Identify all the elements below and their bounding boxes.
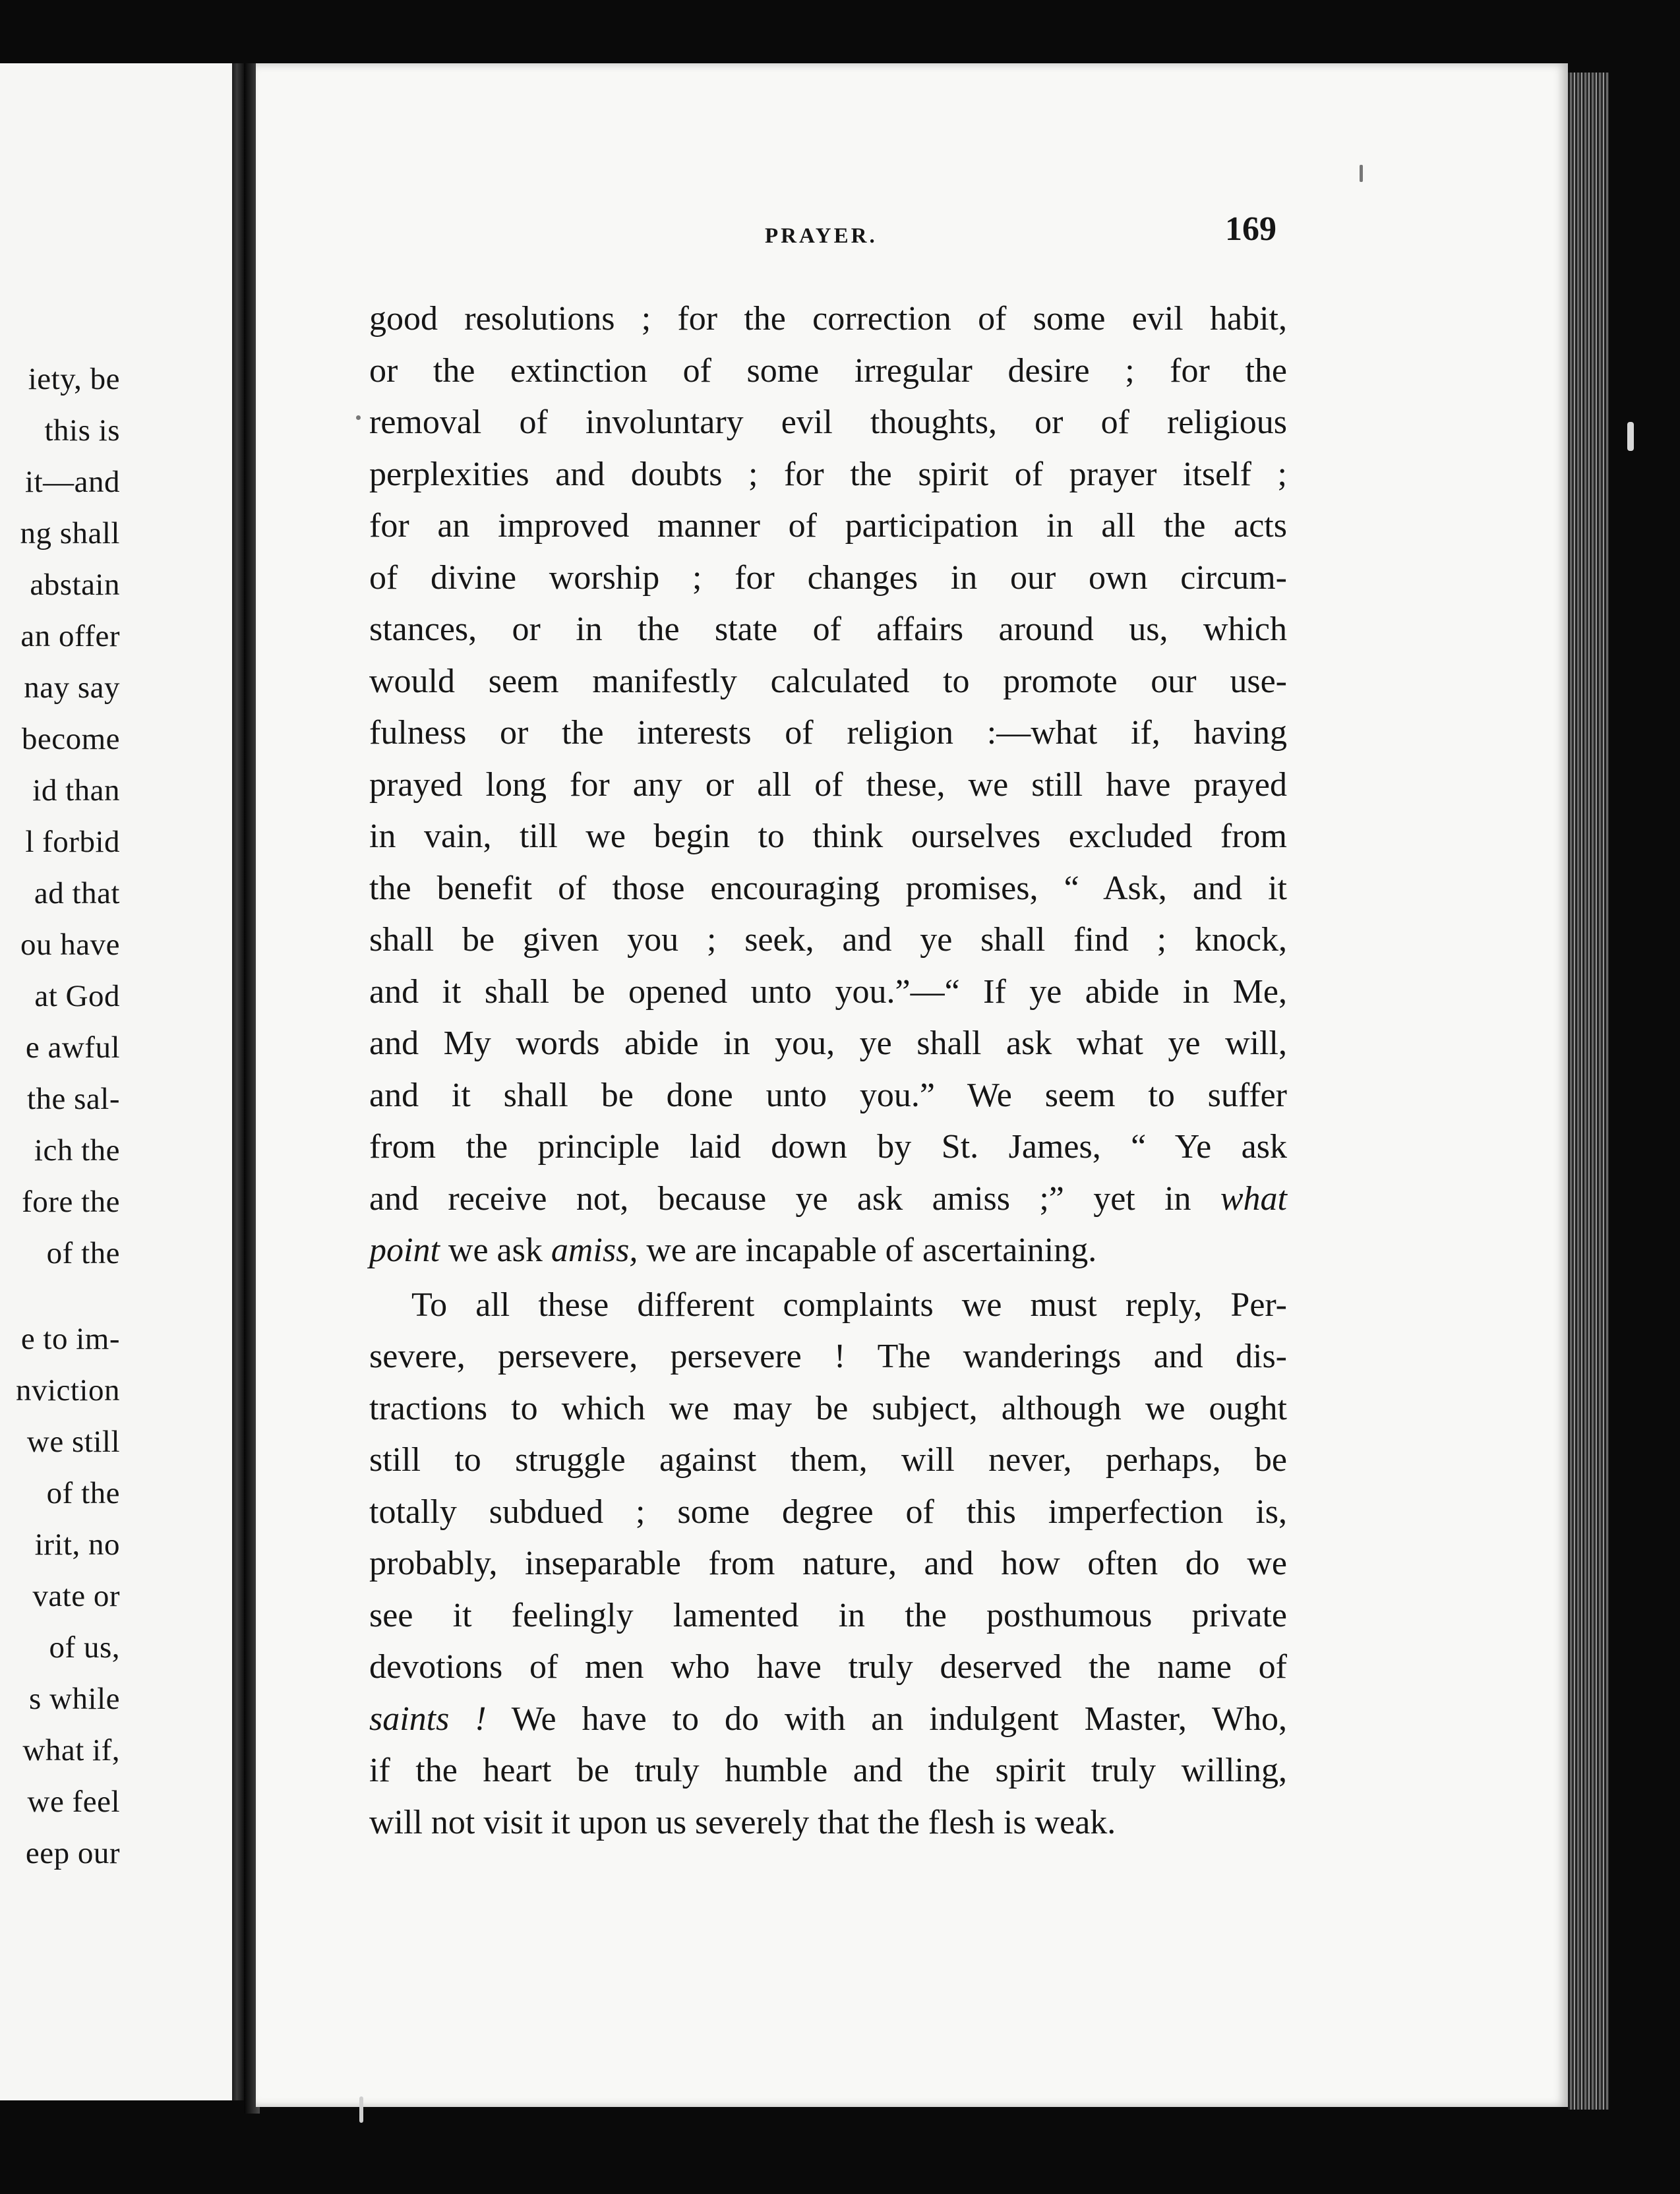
running-head: PRAYER. — [765, 224, 878, 248]
left-page-fragment: we still — [26, 1425, 120, 1459]
text-line: probably, inseparable from nature, and how often do we — [369, 1545, 1287, 1582]
text-line: good resolutions ; for the correction of some evil habit, — [369, 300, 1287, 338]
text-line — [369, 1694, 1287, 1746]
left-page-fragment: of the — [46, 1476, 120, 1510]
text-line: To all these different complaints we must reply, Per- — [411, 1286, 1287, 1324]
scan-speck — [1360, 165, 1363, 182]
left-page-fragment: become — [21, 722, 120, 756]
italic-word: saints ! — [369, 1700, 487, 1738]
left-page-fragment: l forbid — [25, 825, 120, 859]
text-line: fulness or the interests of religion :—what if, having — [369, 714, 1287, 752]
text-run: and receive not, because ye ask amiss ;” yet in — [369, 1179, 1220, 1218]
left-page-fragment: eep our — [25, 1836, 120, 1870]
text-line: will not visit it upon us severely that the flesh is weak. — [369, 1803, 1116, 1841]
text-line: the benefit of those encouraging promises, “ Ask, and it — [369, 869, 1287, 907]
left-page-edge — [232, 63, 244, 2100]
text-line — [369, 1225, 1287, 1277]
left-page-fragment: fore the — [22, 1185, 120, 1219]
left-page-fragment: of the — [46, 1236, 120, 1270]
text-line: totally subdued ; some degree of this imperfection is, — [369, 1493, 1287, 1531]
text-run: we are incapable of ascertaining. — [638, 1231, 1097, 1269]
text-line: shall be given you ; seek, and ye shall find ; knock, — [369, 921, 1287, 959]
text-line — [369, 1173, 1287, 1226]
text-line: and My words abide in you, ye shall ask what ye will, — [369, 1024, 1287, 1062]
text-line: if the heart be truly humble and the spirit truly willing, — [369, 1752, 1287, 1789]
left-page-fragment: ou have — [20, 928, 120, 962]
left-page-fragment: irit, no — [34, 1527, 120, 1562]
italic-word: what — [1220, 1179, 1287, 1218]
left-page-fragment: nay say — [24, 670, 120, 705]
left-page-fragment: ich the — [34, 1133, 120, 1168]
body-text — [369, 293, 1287, 1849]
left-page-fragment: abstain — [30, 568, 120, 602]
text-line: and it shall be done unto you.” We seem to suffer — [369, 1076, 1287, 1114]
left-page-fragment: this is — [44, 413, 120, 448]
text-line: devotions of men who have truly deserved the name of — [369, 1648, 1287, 1686]
text-line: perplexities and doubts ; for the spirit of prayer itself ; — [369, 455, 1287, 493]
text-run: We have to do with an indulgent Master, Who, — [486, 1700, 1287, 1738]
text-line: in vain, till we begin to think ourselves excluded from — [369, 817, 1287, 855]
left-page-fragment: ad that — [34, 876, 120, 910]
text-line: severe, persevere, persevere ! The wanderings and dis- — [369, 1338, 1287, 1375]
left-page-fragment: ng shall — [20, 516, 120, 550]
scan-speck — [359, 2096, 363, 2123]
left-page-text-fragments — [16, 353, 120, 1879]
text-line: for an improved manner of participation in all the acts — [369, 507, 1287, 545]
left-page-fragment: vate or — [32, 1579, 120, 1613]
text-line: and it shall be opened unto you.”—“ If ye abide in Me, — [369, 972, 1287, 1011]
text-line: see it feelingly lamented in the posthumous private — [369, 1596, 1287, 1634]
left-page-fragment: at God — [34, 979, 120, 1013]
text-line: would seem manifestly calculated to promote our use- — [369, 662, 1287, 700]
left-page-fragment: nviction — [15, 1373, 120, 1408]
left-page-fragment: we feel — [27, 1785, 120, 1819]
scan-speck — [1627, 422, 1634, 451]
italic-word: amiss, — [551, 1231, 638, 1269]
left-page-fragment: iety, be — [28, 362, 120, 396]
text-run: we ask — [439, 1231, 551, 1269]
scan-speck — [356, 415, 361, 420]
text-line: or the extinction of some irregular desire ; for the — [369, 351, 1287, 390]
left-page-fragment: what if, — [22, 1733, 120, 1767]
left-page-fragment: e to im- — [20, 1322, 120, 1356]
left-page-fragment: it—and — [25, 465, 120, 499]
paragraph-2 — [369, 1280, 1287, 1849]
left-page-fragment: s while — [29, 1682, 120, 1716]
left-facing-page — [0, 63, 232, 2100]
left-page-fragment: of us, — [49, 1630, 120, 1665]
page-block-edge — [1568, 73, 1609, 2110]
text-line: from the principle laid down by St. James, “ Ye ask — [369, 1128, 1287, 1166]
text-line: still to struggle against them, will never, perhaps, be — [369, 1441, 1287, 1479]
paragraph-1 — [369, 293, 1287, 1277]
left-page-fragment: e awful — [25, 1030, 120, 1065]
text-line: prayed long for any or all of these, we still have prayed — [369, 765, 1287, 804]
text-line: stances, or in the state of affairs around us, which — [369, 610, 1287, 648]
italic-word: point — [369, 1231, 440, 1269]
text-line: tractions to which we may be subject, although we ought — [369, 1389, 1287, 1427]
text-line: removal of involuntary evil thoughts, or of religious — [369, 403, 1287, 441]
left-page-fragment: an offer — [20, 619, 120, 653]
left-page-fragment: the sal- — [26, 1082, 120, 1116]
text-line: of divine worship ; for changes in our own circum- — [369, 558, 1287, 597]
page-number: 169 — [1225, 210, 1276, 248]
left-page-fragment: id than — [32, 773, 120, 808]
